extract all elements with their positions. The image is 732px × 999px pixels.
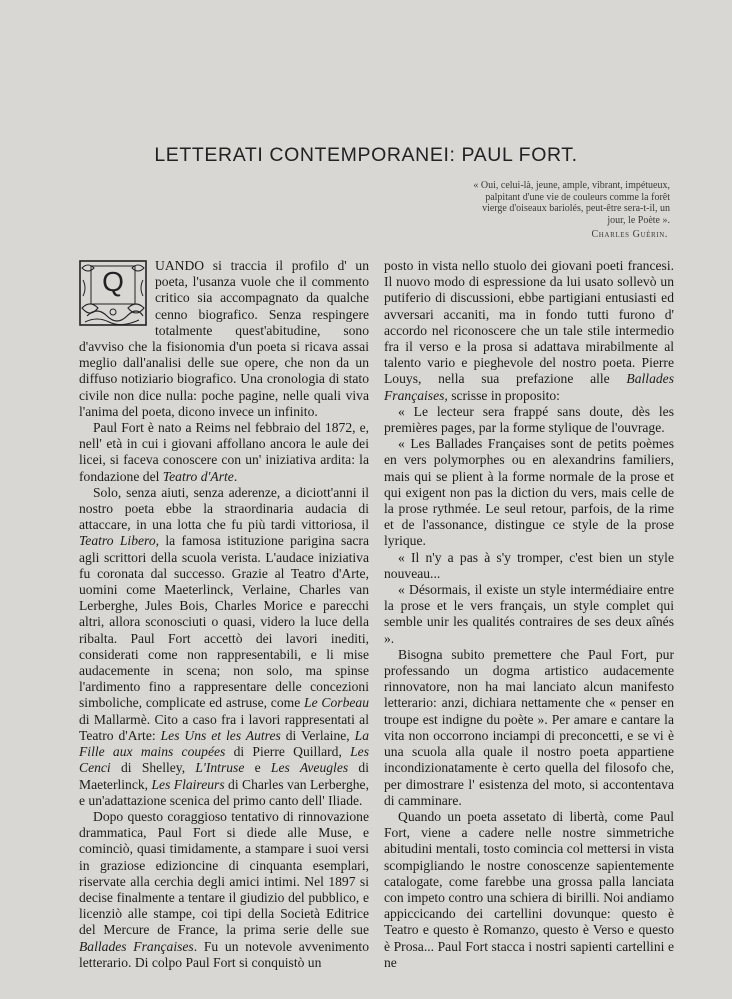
paragraph: Dopo questo coraggioso tentativo di rinnovazione drammatica, Paul Fort si diede alle Muse, e cominciò, quasi timidamente, a stampare i suoi versi in graziose edizioncine di cinquanta esemplari, riservate alla cerchia degli amici intimi. Nel 1897 si decise finalmente a tentare il giudizio del pubblico, e licenziò alle stampe, coi tipi della Società Editrice del Mercure de France, la prima serie delle sue Ballades Françaises. Fu un notevole avvenimento letterario. Di colpo Paul Fort si conquistò un xyxy=(79,808,369,970)
quote-paragraph: « Les Ballades Françaises sont de petits poèmes en vers polymorphes ou en alexandrins familiers, mais qui se plient à la forme normale de la prose et qui exigent non pas la diction du vers, mais celle de la prose rythmée. Le seul retour, parfois, de la rime et de l'assonance, distingue ce style de la prose lyrique. xyxy=(384,436,674,549)
paragraph xyxy=(79,258,369,420)
paragraph: posto in vista nello stuolo dei giovani poeti francesi. Il nuovo modo di espressione da lui usato sollevò un putiferio di discussioni, ebbe partigiani entusiasti ed avversari accaniti, ma in fondo tutti furono d' accordo nel riconoscere che un tale stile intermedio fra il verso e la prosa si adattava mirabilmente al talento vario e pieghevole del nostro poeta. Pierre Louys, nella sua prefazione alle Ballades Françaises, scrisse in proposito: xyxy=(384,258,674,403)
epigraph-author: Charles Guérin. xyxy=(591,229,668,240)
quote-paragraph: « Le lecteur sera frappé sans doute, dès les premières pages, par la forme stylique de l'ouvrage. xyxy=(384,403,674,436)
quote-paragraph: « Il n'y a pas à s'y tromper, c'est bien un style nouveau... xyxy=(384,549,674,581)
left-column xyxy=(79,258,369,971)
ornamental-initial xyxy=(79,260,147,326)
paragraph: Quando un poeta assetato di libertà, come Paul Fort, viene a cadere nelle nostre simmetriche abitudini mentali, tosto comincia col mettersi in vista scompigliando le nostre conoscenze sapientemente catalogate, come farebbe una grossa palla lanciata con impeto contro una schiera di birilli. Noi andiamo appiccicando dei cartellini dovunque: questo è Teatro e questo è Romanzo, questo è Verso e questo è Prosa... Paul Fort stacca i nostri sapienti cartellini e ne xyxy=(384,808,674,970)
initial-letter: Q xyxy=(102,266,124,297)
paragraph-text: UANDO si traccia il profilo d' un poeta, l'usanza vuole che il commento critico sia accompagnato da qualche cenno biografico. Senza respingere totalmente quest'abitudine, sono d'avviso che la fisionomia d'un poeta si ricava assai meglio dall'analisi delle sue opere, che non da un diffuso notiziario biografico. Una cronologia di stato civile non dice nulla: poche pagine, nelle quali viva l'anima del poeta, dicono invece un infinito. xyxy=(79,258,369,419)
right-column xyxy=(384,258,674,971)
article-title: LETTERATI CONTEMPORANEI: PAUL FORT. xyxy=(154,144,578,166)
quote-paragraph: « Désormais, il existe un style intermédiaire entre la prose et le vers français, un style complet qui semble unir les qualités contraires de ses deux aînés ». xyxy=(384,582,674,646)
epigraph xyxy=(470,180,670,241)
paragraph: Solo, senza aiuti, senza aderenze, a diciott'anni il nostro poeta ebbe la straordinaria audacia di attaccare, in una lotta che fu più tardi vittoriosa, il Teatro Libero, la famosa istituzione parigina sacra agli scrittori della scuola verista. L'audace iniziativa fu coronata dal successo. Grazie al Teatro d'Arte, uomini come Maeterlinck, Verlaine, Charles van Lerberghe, Jules Bois, Charles Morice e parecchi altri, allora sconosciuti o quasi, videro la luce della ribalta. Paul Fort accettò dei lavori inediti, considerati come non rappresentabili, e li mise audacemente in scena; non solo, ma spinse l'ardimento fino a rappresentare delle concezioni simboliche, complicate ed astruse, come Le Corbeau di Mallarmè. Cito a caso fra i lavori rappresentati al Teatro d'Arte: Les Uns et les Autres di Verlaine, La Fille aux mains coupées di Pierre Quillard, Les Cenci di Shelley, L'Intruse e Les Aveugles di Maeterlinck, Les Flaireurs di Charles van Lerberghe, e un'adattazione scenica del primo canto dell' Iliade. xyxy=(79,484,370,808)
paragraph: Bisogna subito premettere che Paul Fort, pur professando un dogma artistico audacemente rinnovatore, non ha mai lanciato alcun manifesto letterario: anzi, dichiara nettamente che « penser en troupe est indigne du poète ». Per amare e cantare la vita non occorrono inciampi di preconcetti, e se vi è una scuola alla quale il nostro poeta appartiene incondizionatamente è certo quella del filosofo che, per dimostrare l' esistenza del moto, si accontentava di camminare. xyxy=(384,646,674,808)
epigraph-quote: « Oui, celui-là, jeune, ample, vibrant, impétueux, palpitant d'une vie de couleurs comme la forêt vierge d'oiseaux bariolés, peut-être sera-t-il, un jour, le Poète ». xyxy=(473,180,670,226)
paragraph: Paul Fort è nato a Reims nel febbraio del 1872, e, nell' età in cui i giovani affollano ancora le aule dei licei, si faceva conoscere con un' iniziativa ardita: la fondazione del Teatro d'Arte. xyxy=(79,420,369,484)
